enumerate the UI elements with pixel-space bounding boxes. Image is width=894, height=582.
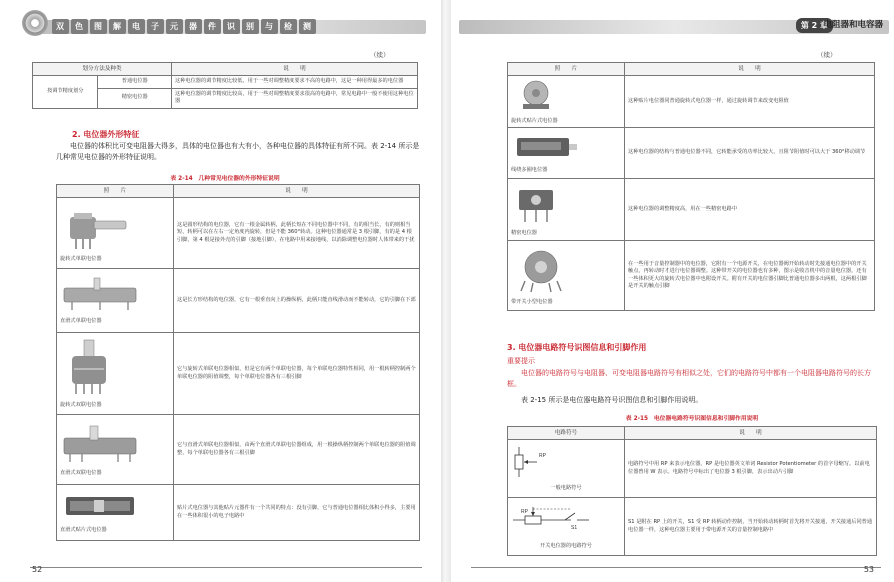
description-cell: 这是圆形结构的电位器，它有一根金属转柄，此柄长短在不同电位器中不同，有的相当长，有的则相当短，转柄可以在左右一定角度内旋转，但是不能 360°转动。这种电位器通常是 3 根引脚，有的是 4 根引脚，第 4 根是接外壳的引脚（接地引脚），在电路中用来接地线，以消除调整电位器时人体带来的干扰 [174, 198, 420, 269]
photo-cell [57, 415, 174, 485]
description-cell: 它与旋转式单联电位器相似，但是它有两个单联电位器，每个单联电位器特性相同，用一根转柄控制两个单联电位器的阻值调整，每个单联电位器各有三根引脚 [174, 333, 420, 415]
header-char: 与 [261, 19, 278, 34]
photo-caption: 直滑式双联电位器 [60, 469, 102, 476]
table-cell: 精密电位器 [98, 88, 172, 108]
photo-cell [57, 198, 174, 269]
body-paragraph: 电位器的体积比可变电阻器大得多，具体的电位器也有大有小，各种电位器的具体特征有所不同。表 2-14 所示是几种常见电位器的外形特征说明。 [56, 142, 420, 161]
slide-single-potentiometer-image [60, 276, 140, 312]
header-char: 电 [128, 19, 145, 34]
symbol-label: RP [521, 509, 528, 516]
description-cell: S1 是附在 RP 上的开关，S1 受 RP 转柄动作控制，当开始转动转柄时首先将开关接通，开关接通后同普通电位器一样，这种电位器主要用于带电源开关的音量控制电路中 [625, 498, 877, 556]
header-char: 图 [90, 19, 107, 34]
photo-cell [57, 333, 174, 415]
table-header: 说 明 [625, 63, 875, 76]
header-char: 识 [223, 19, 240, 34]
page-number: 52 [32, 565, 43, 574]
page-header-band [459, 8, 889, 40]
symbol-caption: 开关电位器的电路符号 [540, 542, 592, 549]
photo-cell [57, 485, 174, 541]
photo-caption: 旋转式单联电位器 [60, 256, 102, 263]
book-spine [441, 0, 451, 582]
header-char: 检 [280, 19, 297, 34]
book-title [52, 19, 318, 34]
photo-caption: 线绕多圈电位器 [511, 167, 548, 174]
smd-rotary-potentiometer-image [511, 78, 561, 112]
table-header: 照 片 [508, 63, 625, 76]
photo-caption: 旋转式双联电位器 [60, 401, 102, 408]
description-cell: 电路符号中用 RP 来表示电位器，RP 是电位器英文单词 Resistor Potentiometer 的首字母缩写。以前电位器曾用 W 表示。电路符号中标出了电位器 3 根引脚，表示出动片引脚 [625, 440, 877, 498]
potentiometer-table-continued [507, 62, 875, 311]
description-cell: 它与直滑式单联电位器相似，由两个直滑式单联电位器组成，用一根操纵柄控制两个单联电位器的阻值调整，每个单联电位器各有三根引脚 [174, 415, 420, 485]
footer-rule [471, 567, 881, 568]
photo-caption: 直滑式单联电位器 [60, 317, 102, 324]
photo-caption: 精密电位器 [511, 229, 537, 236]
description-cell: 这种贴片电位器同普通旋转式电位器一样，通过旋转调节来改变电阻值 [625, 76, 875, 128]
table-header: 划分方法及种类 [33, 63, 172, 76]
description-cell: 这种电位器的调整精度高，用在一些精密电路中 [625, 179, 875, 241]
symbol-label: S1 [571, 525, 578, 532]
slide-dual-potentiometer-image [60, 422, 140, 464]
photo-cell [508, 241, 625, 311]
header-char: 器 [185, 19, 202, 34]
body-paragraph: 表 2-15 所示是电位器电路符号识图信息和引脚作用说明。 [521, 396, 703, 404]
precision-potentiometer-image [511, 182, 561, 224]
header-char: 双 [52, 19, 69, 34]
symbol-cell [508, 498, 625, 556]
photo-cell [57, 269, 174, 333]
potentiometer-table [56, 184, 420, 541]
header-char: 子 [147, 19, 164, 34]
table-caption: 表 2-15 电位器电路符号识图信息和引脚作用说明 [625, 416, 759, 422]
important-note-heading [507, 356, 877, 367]
table-header: 照 片 [57, 185, 174, 198]
symbol-label: RP [539, 453, 546, 460]
potentiometer-symbol-image [511, 445, 571, 479]
continued-label: （续） [817, 51, 837, 59]
chapter-title: 电阻器和电容器 [823, 20, 883, 30]
description-cell: 在一些用于音量控制器中的电位器，它附有一个电源开关，在电位器阀开始转动时先接通电位器中的开关触点，再转动时才进行电位器调整。这种带开关的电位器也有多种，图示是收音机中的音量电位器，还有一些体积更大的旋转式电位器中也附设开关。附有开关的电位器引脚比普通电位器多出两根，这两根引脚是开关的触点引脚 [625, 241, 875, 311]
flower-ornament-icon [22, 10, 48, 36]
photo-cell [508, 179, 625, 241]
switch-potentiometer-image [511, 245, 571, 293]
table-header: 电路符号 [508, 427, 625, 440]
page-number: 53 [863, 565, 874, 574]
description-cell: 贴片式电位器与其他贴片元器件有一个共同的特点：没有引脚，它与普通电位器相比体积小得多，主要用在一些体积很小的电子电路中 [174, 485, 420, 541]
section-title: 2. 电位器外形特征 [72, 130, 140, 139]
page-header-band [30, 8, 426, 40]
table-header: 说 明 [172, 63, 418, 76]
description-cell: 这种电位器的结构与普通电位器不同，它转能承受的功率比较大，且阻节阻值时可以大于 360°移动调节 [625, 128, 875, 179]
symbol-cell [508, 440, 625, 498]
header-char: 件 [204, 19, 221, 34]
chapter-tag: 第 2 章 [796, 18, 833, 33]
note-label: 重要提示 [507, 357, 535, 365]
rotary-dual-potentiometer-image [60, 338, 130, 396]
photo-caption: 带开关小型电位器 [511, 298, 553, 305]
header-char: 测 [299, 19, 316, 34]
footer-rule [30, 567, 422, 568]
table-header: 说 明 [174, 185, 420, 198]
important-note-text: 电位器的电路符号与电阻器、可变电阻器电路符号有相似之处，它们的电路符号中都有一个电阻器电路符号的长方框。 [507, 369, 871, 388]
smd-slide-potentiometer-image [60, 491, 140, 521]
continued-label: （续） [370, 51, 390, 59]
header-char: 色 [71, 19, 88, 34]
photo-caption: 直滑式贴片式电位器 [60, 526, 107, 533]
classification-table [32, 62, 418, 109]
header-char: 元 [166, 19, 183, 34]
header-char: 别 [242, 19, 259, 34]
table-cell: 普通电位器 [98, 76, 172, 89]
header-char: 解 [109, 19, 126, 34]
table-caption: 表 2-14 几种常见电位器的外形特征说明 [170, 176, 280, 182]
right-page [451, 0, 894, 582]
photo-cell [508, 76, 625, 128]
table-cell: 这种电位器的调节精度比较低，用于一些对调整精度要求不高的电路中，这是一种用得最多的电位器 [172, 76, 418, 89]
left-page [0, 0, 442, 582]
photo-caption: 旋转式贴片式电位器 [511, 117, 558, 124]
section-title: 3. 电位器电路符号识图信息和引脚作用 [507, 343, 647, 352]
group-label: 按调节精度划分 [33, 76, 98, 109]
description-cell: 这是长方形结构的电位器，它有一根垂直向上的操纵柄，此柄只能直线滑动而不能转动，它的引脚在下部 [174, 269, 420, 333]
rotary-single-potentiometer-image [60, 203, 130, 251]
table-cell: 这种电位器的调节精度比较高，用于一些对调整精度要求很高的电路中，常见电路中一般不使用这种电位器 [172, 88, 418, 108]
table-header: 说 明 [625, 427, 877, 440]
photo-cell [508, 128, 625, 179]
symbol-caption: 一般电路符号 [550, 484, 582, 491]
circuit-symbol-table [507, 426, 877, 556]
wirewound-multiturn-potentiometer-image [511, 132, 581, 162]
switch-potentiometer-symbol-image [511, 503, 591, 537]
